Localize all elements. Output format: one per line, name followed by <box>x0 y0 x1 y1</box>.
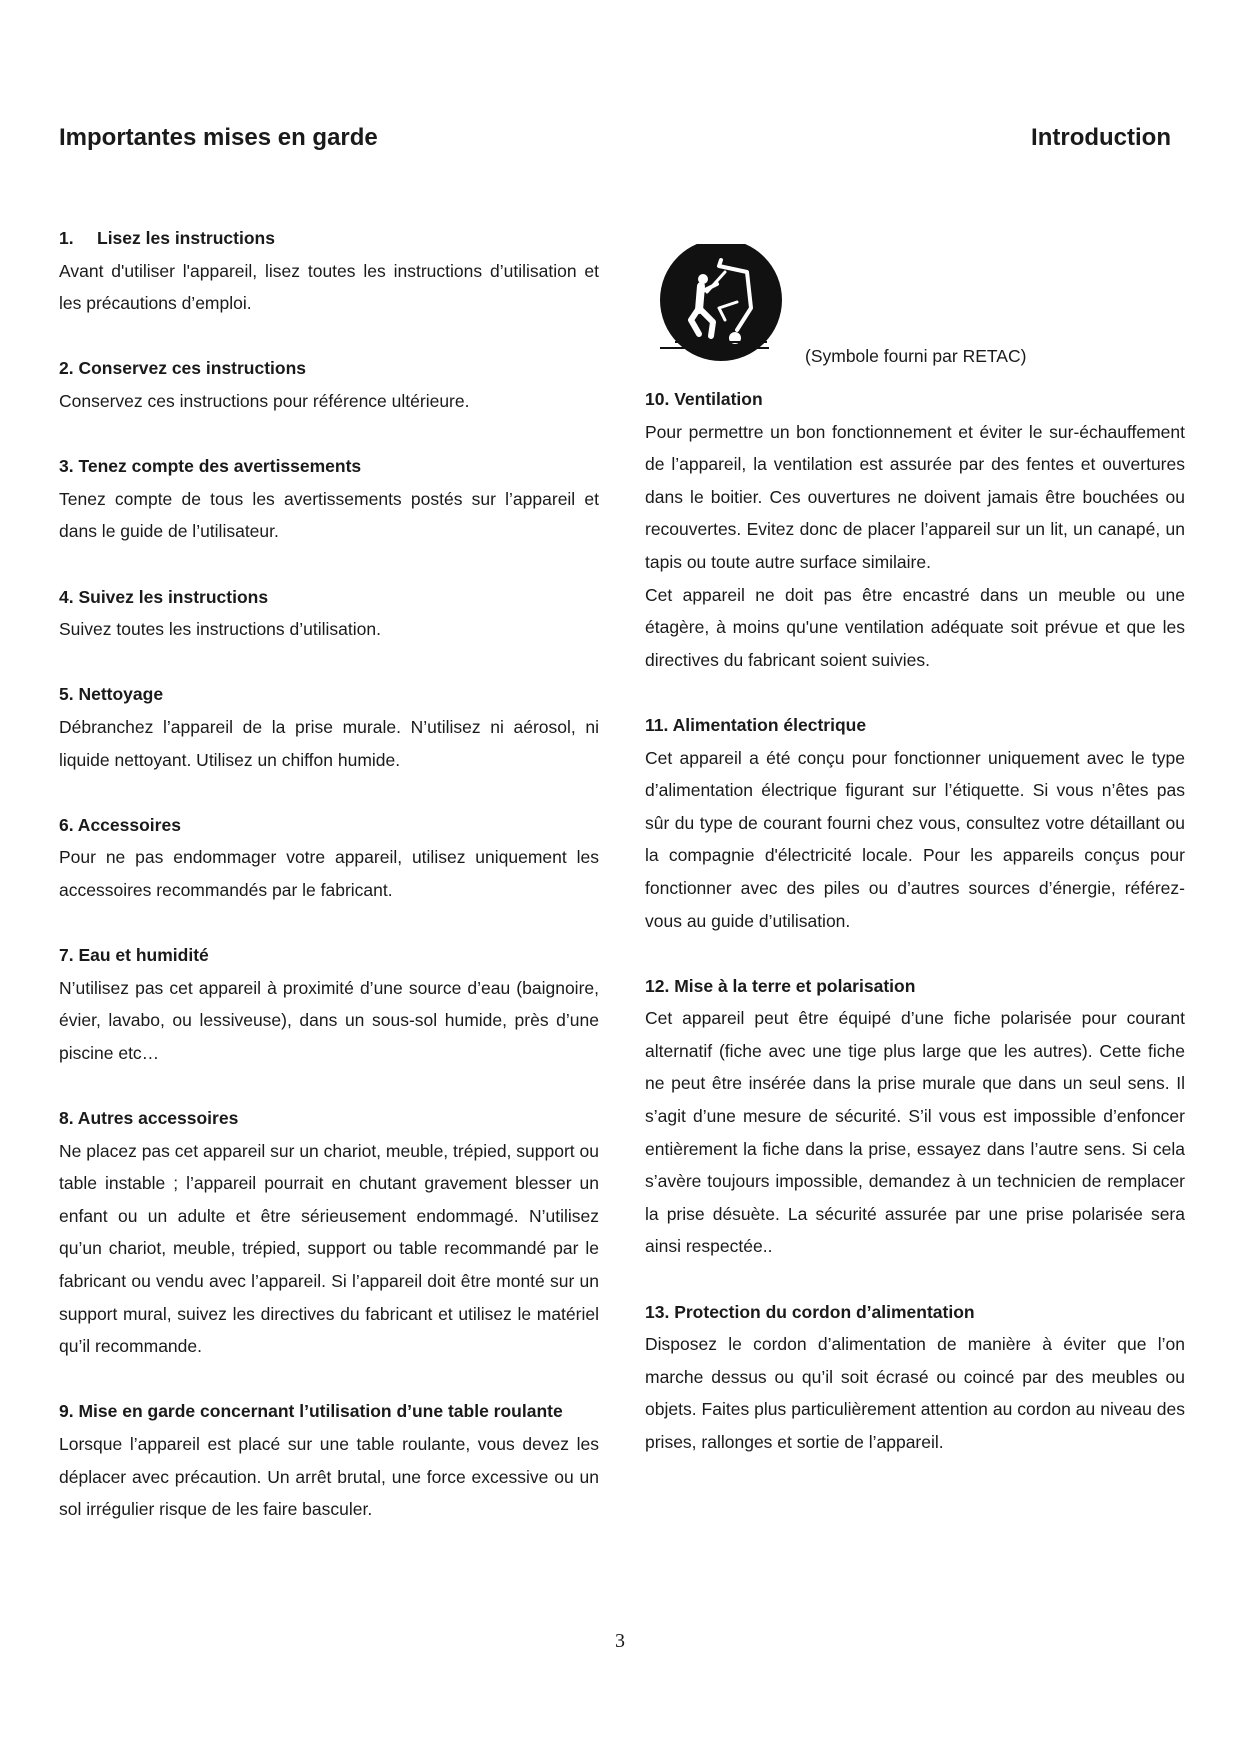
symbol-caption: (Symbole fourni par RETAC) <box>805 346 1027 366</box>
section-10 <box>645 383 1185 676</box>
section-title: 7. Eau et humidité <box>59 945 209 966</box>
page-number: 3 <box>615 1630 625 1652</box>
section-body: Tenez compte de tous les avertissements postés sur l’appareil et dans le guide de l’utilisateur. <box>59 488 599 542</box>
section-body: Cet appareil a été conçu pour fonctionner uniquement avec le type d’alimentation électrique figurant sur l’étiquette. Si vous n’êtes pas sûr du type de courant fourni chez vous, consultez votre détaillant ou la compagnie d'électricité locale. Pour les appareils conçus pour fonctionner avec des piles ou d’autres sources d’énergie, référez-vous au guide d’utilisation. <box>645 747 1185 931</box>
section-title: 4. Suivez les instructions <box>59 586 269 607</box>
section-body: Cet appareil peut être équipé d’une fiche polarisée pour courant alternatif (fiche avec une tige plus large que les autres). Cette fiche ne peut être insérée dans la prise murale que dans un seul sens. Il s’agit d’une mesure de sécurité. S’il vous est impossible d’enfoncer entièrement la fiche dans la prise, essayez dans l’autre sens. Si cela s’avère toujours impossible, demandez à un technicien de remplacer la prise désuète. La sécurité assurée par une prise polarisée sera ainsi respectée.. <box>645 1008 1185 1257</box>
section-1 <box>59 222 599 320</box>
section-body: Lorsque l’appareil est placé sur une table roulante, vous devez les déplacer avec précaution. Un arrêt brutal, une force excessive ou un sol irrégulier risque de les faire basculer. <box>59 1433 599 1520</box>
section-title: 3. Tenez compte des avertissements <box>59 456 362 477</box>
section-7 <box>59 939 599 1069</box>
section-title: 6. Accessoires <box>59 814 181 835</box>
section-4 <box>59 581 599 646</box>
section-body: Avant d'utiliser l'appareil, lisez toutes les instructions d’utilisation et les précautions d’emploi. <box>59 260 599 314</box>
section-title: 5. Nettoyage <box>59 684 164 705</box>
section-title: 2. Conservez ces instructions <box>59 358 307 379</box>
section-title: 13. Protection du cordon d’alimentation <box>645 1301 975 1322</box>
section-2 <box>59 352 599 417</box>
section-6 <box>59 809 599 907</box>
section-title: 8. Autres accessoires <box>59 1108 239 1129</box>
section-13 <box>645 1296 1185 1459</box>
section-body: Ne placez pas cet appareil sur un chariot, meuble, trépied, support ou table instable ; l’appareil pourrait en chutant gravement blesser un enfant ou un adulte et être sérieusement endommagé. N’utilisez qu’un chariot, meuble, trépied, support ou table recommandé par le fabricant ou vendu avec l’appareil. Si l’appareil doit être monté sur un support mural, suivez les directives du fabricant et utilisez le matériel qu’il recommande. <box>59 1140 599 1357</box>
section-body: N’utilisez pas cet appareil à proximité d’une source d’eau (baignoire, évier, lavabo, ou lessiveuse), dans un sous-sol humide, près d’une piscine etc… <box>59 977 599 1063</box>
left-column <box>59 222 599 1558</box>
section-body: Suivez toutes les instructions d’utilisation. <box>59 619 381 640</box>
section-12 <box>645 970 1185 1263</box>
section-5 <box>59 678 599 776</box>
section-title: 1. Lisez les instructions <box>59 228 275 248</box>
section-title: 12. Mise à la terre et polarisation <box>645 975 916 996</box>
section-title: 9. Mise en garde concernant l’utilisation d’une table roulante <box>59 1401 563 1422</box>
section-body: Débranchez l’appareil de la prise murale. N’utilisez ni aérosol, ni liquide nettoyant. Utilisez un chiffon humide. <box>59 716 599 770</box>
section-body: Conservez ces instructions pour référence ultérieure. <box>59 390 470 411</box>
cart-tip-over-warning-icon <box>655 244 785 366</box>
chapter-title: Introduction <box>1031 124 1171 151</box>
section-9 <box>59 1395 599 1525</box>
section-title: 10. Ventilation <box>645 389 763 409</box>
section-body-continued: Cet appareil ne doit pas être encastré dans un meuble ou une étagère, à moins qu'une ventilation adéquate soit prévue et que les directives du fabricant soient suivies. <box>645 584 1185 670</box>
page-title: Importantes mises en garde <box>59 124 378 151</box>
section-3 <box>59 450 599 548</box>
section-body: Pour ne pas endommager votre appareil, utilisez uniquement les accessoires recommandés par le fabricant. <box>59 847 599 900</box>
section-body: Pour permettre un bon fonctionnement et éviter le sur-échauffement de l’appareil, la ventilation est assurée par des fentes et ouvertures dans le boitier. Ces ouvertures ne doivent jamais être bouchées ou recouvertes. Evitez donc de placer l’appareil sur un lit, un canapé, un tapis ou toute autre surface similaire. <box>645 421 1185 572</box>
section-11 <box>645 709 1185 937</box>
section-title: 11. Alimentation électrique <box>645 714 867 735</box>
section-body: Disposez le cordon d’alimentation de manière à éviter que l’on marche dessus ou qu’il soit écrasé ou coincé par des meubles ou objets. Faites plus particulièrement attention au cordon au niveau des prises, rallonges et sortie de l’appareil. <box>645 1334 1185 1452</box>
right-column <box>645 383 1185 1491</box>
section-8 <box>59 1102 599 1363</box>
